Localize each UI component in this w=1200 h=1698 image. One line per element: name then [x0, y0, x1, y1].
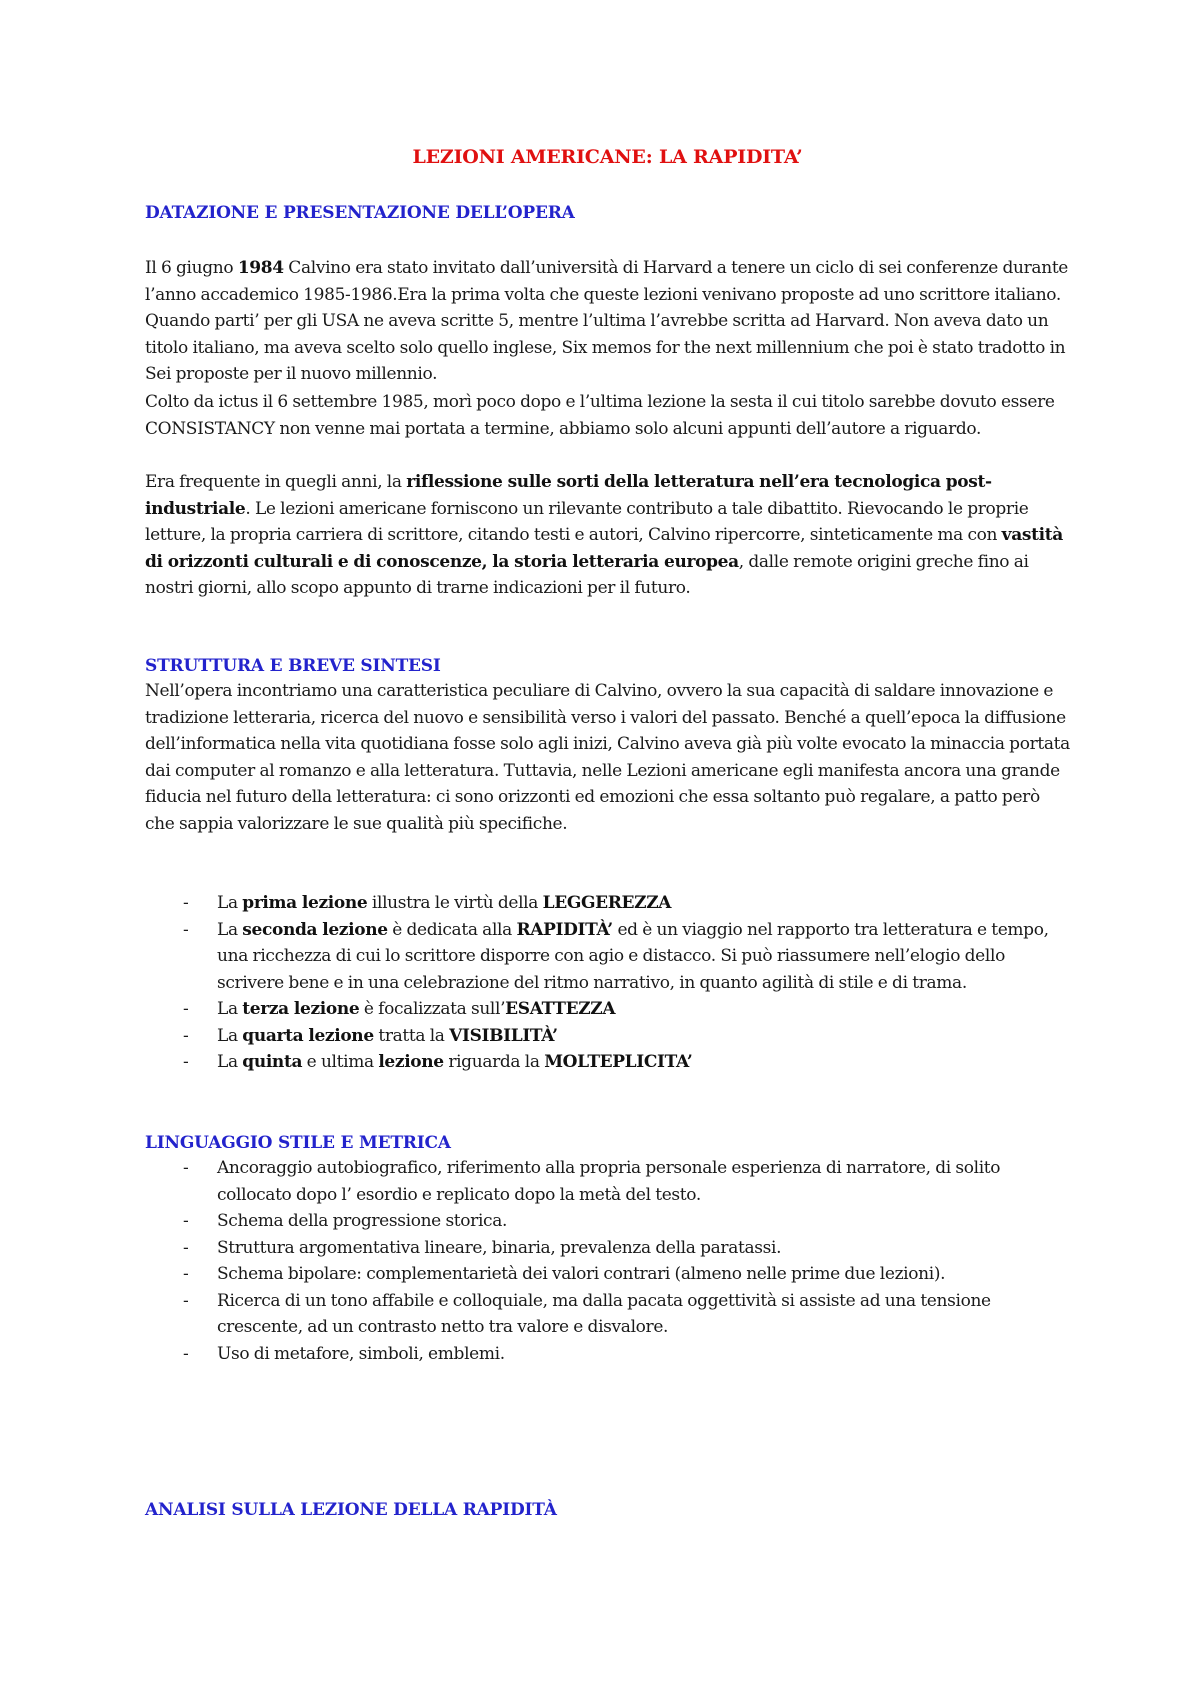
bullet-dash: -: [183, 1025, 189, 1046]
text-run: . Le lezioni americane forniscono un rilevante contributo a tale dibattito. Rievocando le proprie letture, la propria carriera di scrittore, citando testi e autori, Calvino ripercorre, sinteticamente ma con: [145, 498, 1029, 545]
text-run: tratta la: [373, 1025, 450, 1046]
bold-phrase: VISIBILITÀ’: [449, 1025, 558, 1046]
text-run: riguarda la: [443, 1052, 545, 1072]
bold-phrase: LEGGEREZZA: [542, 893, 672, 913]
list-item: [145, 890, 1070, 917]
list-item-text: Struttura argomentativa lineare, binaria, prevalenza della paratassi.: [217, 1237, 782, 1258]
list-item: [145, 1155, 1070, 1208]
text-run: ed è un viaggio nel rapporto tra letteratura e tempo, una ricchezza di cui lo scrittore disporre con agio e distacco. Si può riassumere nell’elogio dello scrivere bene e in una celebrazione del ritmo narrativo, in quanto agilità di stile e di trama.: [217, 919, 1049, 993]
bullet-dash: -: [183, 1264, 189, 1284]
bold-phrase: lezione: [378, 1052, 444, 1072]
bold-phrase: vastità di orizzonti culturali e di conoscenze, la storia letteraria europea: [145, 525, 1063, 572]
text-run: La: [217, 919, 243, 940]
bullet-dash: -: [183, 999, 189, 1019]
heading-datazione: DATAZIONE E PRESENTAZIONE DELL’OPERA: [145, 203, 575, 223]
bold-phrase: ESATTEZZA: [505, 999, 616, 1019]
paragraph-struttura-1: Nell’opera incontriamo una caratteristica peculiare di Calvino, ovvero la sua capacità di saldare innovazione e tradizione letteraria, ricerca del nuovo e sensibilità verso i valori del passato. Benché a quell’epoca la diffusione dell’informatica nella vita quotidiana fosse solo agli inizi, Calvino aveva già più volte evocato la minaccia portata dai computer al romanzo e alla letteratura. Tuttavia, nelle Lezioni americane egli manifesta ancora una grande fiducia nel futuro della letteratura: ci sono orizzonti ed emozioni che essa soltanto può regalare, a patto però che sappia valorizzare le sue qualità più specifiche.: [145, 681, 1070, 834]
list-item: [145, 1288, 1070, 1341]
heading-analisi: ANALISI SULLA LEZIONE DELLA RAPIDITÀ: [145, 1500, 557, 1520]
text-run: e ultima: [302, 1052, 379, 1072]
list-item: [145, 1049, 1070, 1076]
list-item: [145, 1023, 1070, 1050]
bold-phrase: MOLTEPLICITA’: [544, 1052, 693, 1072]
bullet-dash: -: [183, 893, 189, 913]
bullet-dash: -: [183, 1052, 189, 1072]
list-item-text: Schema bipolare: complementarietà dei valori contrari (almeno nelle prime due lezioni).: [217, 1264, 946, 1284]
bold-phrase: quarta lezione: [242, 1025, 374, 1046]
text-run: , dalle remote origini greche fino ai nostri giorni, allo scopo appunto di trarne indicazioni per il futuro.: [145, 551, 1029, 598]
bold-year: 1984: [237, 258, 284, 278]
bold-phrase: seconda lezione: [242, 919, 388, 940]
heading-struttura: STRUTTURA E BREVE SINTESI: [145, 656, 441, 676]
text-run: La: [217, 999, 243, 1019]
text-run: è focalizzata sull’: [359, 999, 506, 1019]
list-item-text: Ricerca di un tono affabile e colloquiale, ma dalla pacata oggettività si assiste ad una tensione crescente, ad un contrasto netto tra valore e disvalore.: [217, 1290, 991, 1337]
bold-phrase: prima lezione: [242, 893, 368, 913]
bold-phrase: quinta: [242, 1052, 303, 1072]
text-run: Era frequente in quegli anni, la: [145, 472, 407, 492]
text-run: La: [217, 1052, 243, 1072]
paragraph-datazione-2: Colto da ictus il 6 settembre 1985, morì poco dopo e l’ultima lezione la sesta il cui titolo sarebbe dovuto essere CONSISTANCY non venne mai portata a termine, abbiamo solo alcuni appunti dell’autore a riguardo.: [145, 392, 1055, 439]
list-item: [145, 1261, 1070, 1288]
paragraph-datazione-1: [145, 255, 1070, 388]
bullet-dash: -: [183, 1290, 189, 1311]
list-item: [145, 1341, 1070, 1368]
heading-linguaggio: LINGUAGGIO STILE E METRICA: [145, 1133, 451, 1153]
document-title: LEZIONI AMERICANE: LA RAPIDITA’: [412, 146, 803, 168]
bullet-dash: -: [183, 1158, 189, 1178]
list-item: [145, 996, 1070, 1023]
text-run: Calvino era stato invitato dall’università di Harvard a tenere un ciclo di sei conferenze durante l’anno accademico 1985-1986.Era la prima volta che queste lezioni venivano proposte ad uno scrittore italiano. Quando parti’ per gli USA ne aveva scritte 5, mentre l’ultima l’avrebbe scritta ad Harvard. Non aveva dato un titolo italiano, ma aveva scelto solo quello inglese, Six memos for the next millennium che poi è stato tradotto in Sei proposte per il nuovo millennio.: [145, 258, 1069, 384]
text-run: Il 6 giugno: [145, 258, 238, 278]
list-item-text: Uso di metafore, simboli, emblemi.: [217, 1343, 505, 1364]
list-linguaggio: [145, 1155, 1070, 1367]
list-item: [145, 1208, 1070, 1235]
bullet-dash: -: [183, 1211, 189, 1231]
text-run: è dedicata alla: [387, 919, 517, 940]
bullet-dash: -: [183, 1237, 189, 1258]
paragraph-datazione-3: [145, 469, 1070, 602]
bullet-dash: -: [183, 919, 189, 940]
text-run: La: [217, 893, 243, 913]
document-page: [145, 0, 1070, 1698]
text-run: illustra le virtù della: [367, 893, 543, 913]
list-item-text: Schema della progressione storica.: [217, 1211, 508, 1231]
bold-phrase: riflessione sulle sorti della letteratura nell’era tecnologica post-industriale: [145, 472, 992, 519]
bullet-dash: -: [183, 1343, 189, 1364]
list-item-text: Ancoraggio autobiografico, riferimento alla propria personale esperienza di narratore, di solito collocato dopo l’ esordio e replicato dopo la metà del testo.: [217, 1158, 1001, 1205]
bold-phrase: RAPIDITÀ’: [516, 919, 613, 940]
bold-phrase: terza lezione: [242, 999, 360, 1019]
list-lezioni: [145, 890, 1070, 1076]
list-item: [145, 1235, 1070, 1262]
text-run: La: [217, 1025, 243, 1046]
list-item: [145, 917, 1070, 997]
